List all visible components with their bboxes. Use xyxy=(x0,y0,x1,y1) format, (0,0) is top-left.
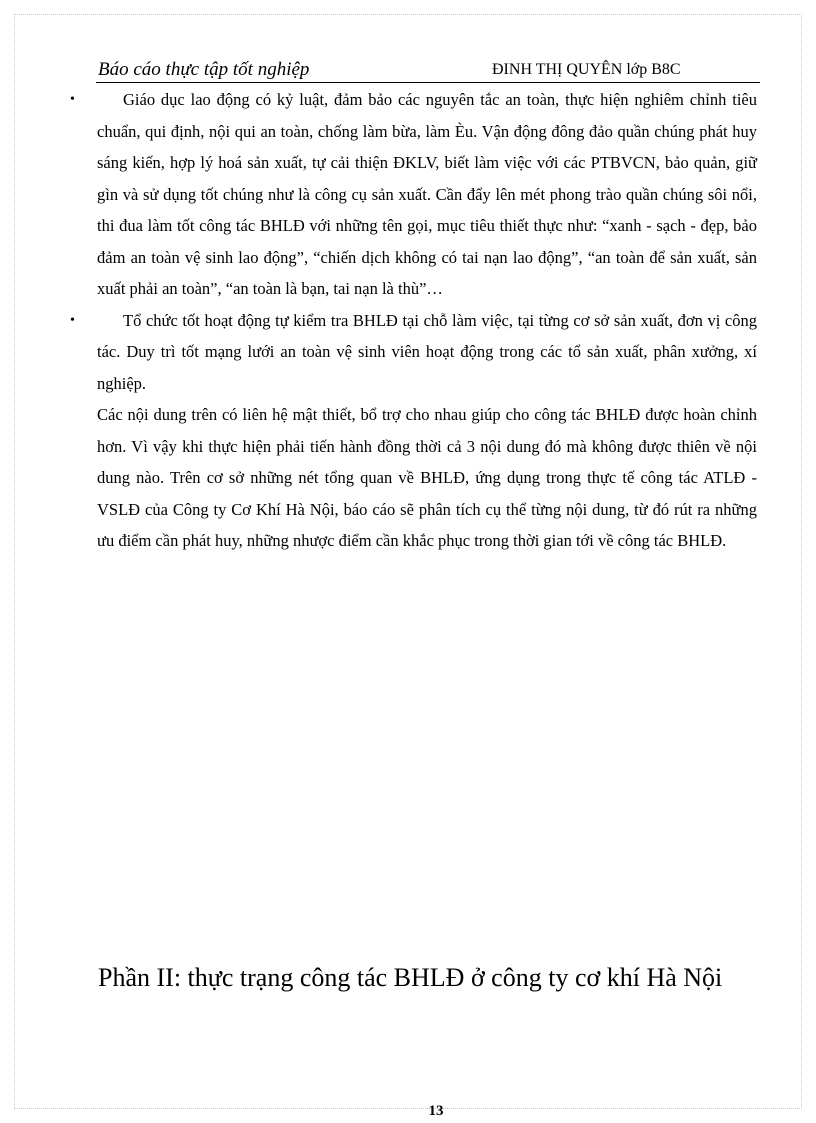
bullet-item xyxy=(70,84,757,305)
bullet-icon: • xyxy=(70,92,75,107)
bullet-text: Giáo dục lao động có kỷ luật, đảm bảo các nguyên tắc an toàn, thực hiện nghiêm chỉnh tiêu chuẩn, qui định, nội qui an toàn, chống làm bừa, làm Èu. Vận động đông đảo quần chúng phát huy sáng kiến, hợp lý hoá sản xuất, tự cải thiện ĐKLV, biết làm việc với các PTBVCN, bảo quản, giữ gìn và sử dụng tốt chúng như là công cụ sản xuất. Cần đẩy lên mét phong trào quần chúng sôi nổi, thi đua làm tốt công tác BHLĐ với những tên gọi, mục tiêu thiết thực như: “xanh - sạch - đẹp, bảo đảm an toàn vệ sinh lao động”, “chiến dịch không có tai nạn lao động”, “an toàn để sản xuất, sản xuất phải an toàn”, “an toàn là bạn, tai nạn là thù”… xyxy=(97,90,757,298)
bullet-icon: • xyxy=(70,312,75,328)
section-heading: Phần II: thực trạng công tác BHLĐ ở công ty cơ khí Hà Nội xyxy=(98,963,723,992)
body-text xyxy=(70,84,757,557)
page-number: 13 xyxy=(428,1103,444,1119)
bullet-item xyxy=(70,305,757,400)
bullet-text: Tổ chức tốt hoạt động tự kiểm tra BHLĐ tại chỗ làm việc, tại từng cơ sở sản xuất, đơn vị công tác. Duy trì tốt mạng lưới an toàn vệ sinh viên hoạt động trong các tổ sản xuất, phân xưởng, xí nghiệp. xyxy=(97,310,757,393)
summary-paragraph: Các nội dung trên có liên hệ mật thiết, bổ trợ cho nhau giúp cho công tác BHLĐ được hoàn chỉnh hơn. Vì vậy khi thực hiện phải tiến hành đồng thời cả 3 nội dung đó mà không được thiên về nội dung nào. Trên cơ sở những nét tổng quan về BHLĐ, ứng dụng trong thực tế công tác ATLĐ - VSLĐ của Công ty Cơ Khí Hà Nội, báo cáo sẽ phân tích cụ thể từng nội dung, từ đó rút ra những ưu điểm cần phát huy, những nhược điểm cần khắc phục trong thời gian tới về công tác BHLĐ. xyxy=(97,405,757,550)
page-header xyxy=(96,58,760,83)
report-title: Báo cáo thực tập tốt nghiệp xyxy=(98,59,310,80)
author-class: ĐINH THỊ QUYÊN lớp B8C xyxy=(492,61,681,78)
